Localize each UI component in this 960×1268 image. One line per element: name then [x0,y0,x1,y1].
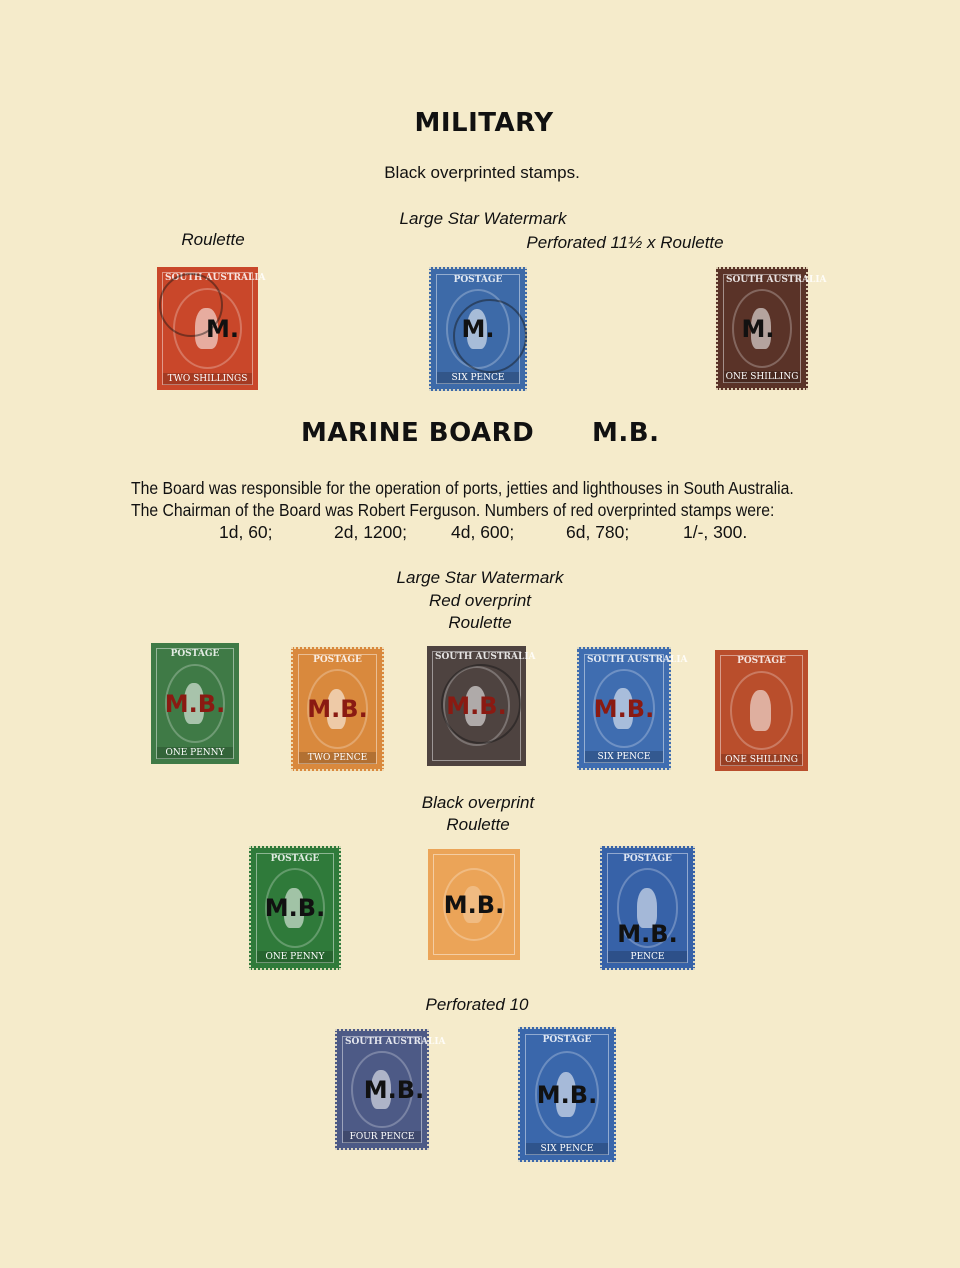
perforated-10-caption: Perforated 10 [425,995,529,1014]
quantity-6d: 6d, 780; [566,522,630,542]
marine-board-abbrev: M.B. [592,418,660,448]
overprint-m: M. [461,315,495,343]
military-roulette-caption: Roulette [181,230,245,249]
military-stamp-one-shilling [716,267,827,390]
perf-stamp-four-pence [335,1029,446,1150]
black-stamp-orange [428,849,520,960]
overprint-mb: M.B. [363,1075,425,1104]
stamp-postage-label: POSTAGE [737,656,786,666]
stamp-colony-label: SOUTH AUSTRALIA [345,1037,446,1047]
military-subtitle: Black overprinted stamps. [384,163,580,182]
red-stamp-four-pence [427,646,536,766]
quantity-1d: 1d, 60; [219,522,273,542]
black-stamp-one-penny [249,846,341,970]
overprint-mb: M.B. [446,692,507,720]
stamp-postage-label: POSTAGE [542,1035,592,1045]
military-perforated-caption: Perforated 11½ x Roulette [526,233,724,252]
stamp-value-label: ONE SHILLING [721,754,802,766]
perf-stamp-six-pence [518,1027,616,1162]
stamp-colony-label: SOUTH AUSTRALIA [726,275,827,285]
stamp-postage-label: POSTAGE [453,275,503,285]
quantity-4d: 4d, 600; [451,522,515,542]
stamp-postage-label: POSTAGE [623,854,672,864]
marine-board-title: MARINE BOARD [301,418,535,448]
overprint-mb: M.B. [164,689,226,718]
stamp-value-label: TWO PENCE [299,752,376,764]
stamp-postage-label: POSTAGE [170,649,220,659]
red-stamp-one-shilling [715,650,808,771]
black-roulette-caption: Roulette [446,815,510,834]
red-stamp-two-pence [291,647,384,771]
red-watermark-caption: Large Star Watermark [396,568,564,587]
marine-paragraph-line-1: The Board was responsible for the operation of ports, jetties and lighthouses in South Australia. [131,478,794,498]
stamp-colony-label: SOUTH AUSTRALIA [587,655,688,665]
overprint-mb: M.B. [617,920,678,949]
military-title: MILITARY [414,108,554,138]
red-stamp-six-pence [577,647,688,770]
overprint-mb: M.B. [443,890,505,919]
marine-paragraph-line-2: The Chairman of the Board was Robert Ferguson. Numbers of red overprinted stamps were: [131,500,775,520]
overprint-m: M. [206,314,239,343]
stamp-value-label: TWO SHILLINGS [163,373,252,385]
military-stamp-two-shillings [157,267,266,390]
red-overprint-caption: Red overprint [428,591,532,610]
black-stamp-blue [600,846,695,970]
stamp-colony-label: SOUTH AUSTRALIA [165,273,266,283]
stamp-value-label: ONE PENNY [157,747,233,759]
red-stamp-one-penny [151,643,239,764]
stamp-value-label: PENCE [608,951,687,963]
black-overprint-caption: Black overprint [421,793,535,812]
stamp-colony-label: SOUTH AUSTRALIA [435,652,536,662]
overprint-mb: M.B. [536,1080,598,1109]
stamp-value-label: SIX PENCE [437,372,519,384]
quantity-2d: 2d, 1200; [334,522,407,542]
red-roulette-caption: Roulette [448,613,512,632]
stamp-value-label: ONE SHILLING [725,372,799,382]
overprint-m: M. [741,314,775,343]
stamp-postage-label: POSTAGE [313,655,362,665]
overprint-mb: M.B. [307,695,368,723]
stamp-postage-label: POSTAGE [270,854,320,864]
stamp-value-label: SIX PENCE [585,751,663,763]
quantity-1s: 1/-, 300. [683,522,748,542]
military-stamp-six-pence [429,267,527,391]
overprint-mb: M.B. [264,894,326,922]
stamp-value-label: SIX PENCE [526,1143,608,1155]
overprint-mb: M.B. [593,694,655,723]
stamp-value-label: FOUR PENCE [343,1131,421,1143]
military-watermark-caption: Large Star Watermark [399,209,567,228]
stamp-value-label: ONE PENNY [257,951,333,963]
